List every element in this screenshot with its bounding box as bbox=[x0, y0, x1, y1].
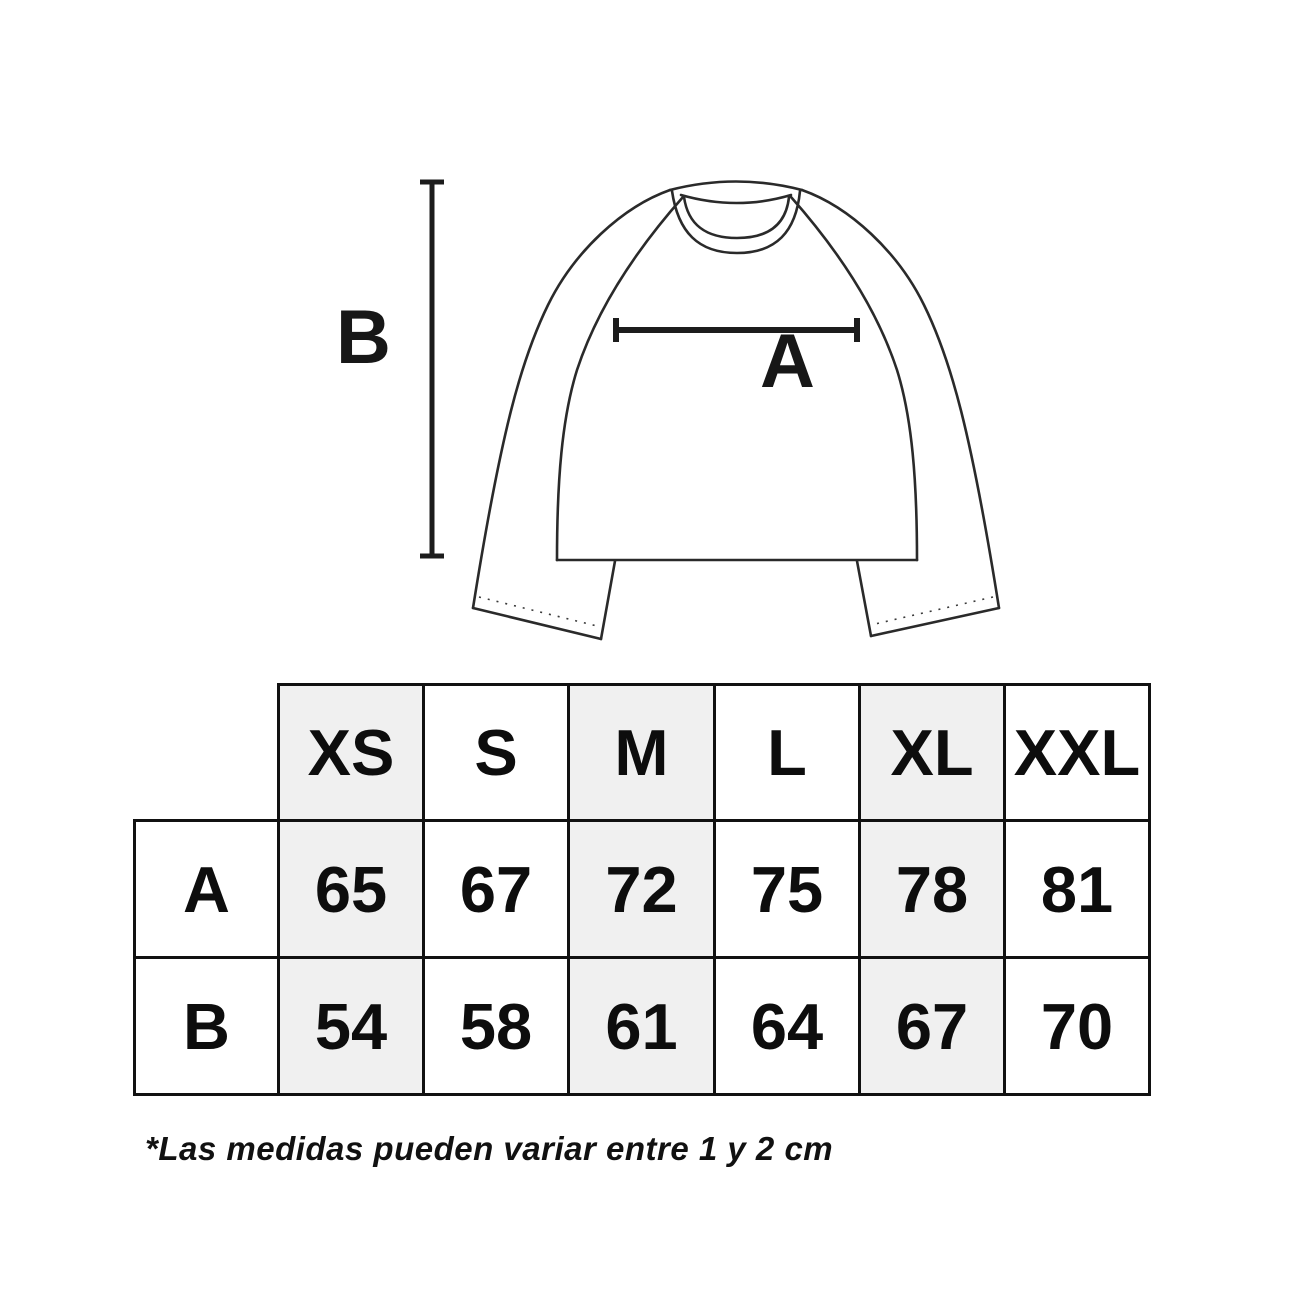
size-col-header-s: S bbox=[424, 685, 569, 821]
right-sleeve-outer-edge bbox=[802, 190, 999, 608]
right-cuff-stitch-line bbox=[875, 597, 993, 624]
size-col-header-xl: XL bbox=[860, 685, 1005, 821]
size-col-header-xxl: XXL bbox=[1005, 685, 1150, 821]
measure-line-a bbox=[616, 318, 857, 342]
value-b-s: 58 bbox=[424, 958, 569, 1095]
size-table bbox=[133, 683, 1151, 1096]
garment-outline bbox=[473, 182, 999, 640]
measurement-disclaimer: *Las medidas pueden variar entre 1 y 2 cm bbox=[145, 1130, 834, 1167]
left-cuff-edge bbox=[473, 608, 601, 639]
size-col-header-l: L bbox=[715, 685, 860, 821]
left-sleeve-inner-edge bbox=[601, 561, 615, 639]
measure-line-b bbox=[420, 182, 444, 556]
value-b-xs: 54 bbox=[279, 958, 424, 1095]
collar-top-edge bbox=[670, 182, 802, 191]
right-cuff-edge bbox=[871, 608, 999, 636]
right-sleeve-inner-edge bbox=[857, 561, 871, 636]
size-col-header-m: M bbox=[569, 685, 715, 821]
size-header-row bbox=[135, 685, 1150, 821]
left-sleeve-outer-edge bbox=[473, 190, 670, 608]
value-a-xs: 65 bbox=[279, 821, 424, 958]
left-raglan-body-edge bbox=[557, 197, 683, 560]
value-a-s: 67 bbox=[424, 821, 569, 958]
size-col-header-xs: XS bbox=[279, 685, 424, 821]
length-measure-label: B bbox=[336, 295, 392, 380]
value-a-xl: 78 bbox=[860, 821, 1005, 958]
value-b-xxl: 70 bbox=[1005, 958, 1150, 1095]
row-label-b: B bbox=[135, 958, 279, 1095]
collar-back-seam bbox=[681, 195, 791, 203]
row-label-a: A bbox=[135, 821, 279, 958]
measure-row-b bbox=[135, 958, 1150, 1095]
left-cuff-stitch-line bbox=[479, 597, 597, 626]
measure-row-a bbox=[135, 821, 1150, 958]
value-a-l: 75 bbox=[715, 821, 860, 958]
corner-cell bbox=[135, 685, 279, 821]
value-b-xl: 67 bbox=[860, 958, 1005, 1095]
value-b-l: 64 bbox=[715, 958, 860, 1095]
width-measure-label: A bbox=[760, 319, 816, 404]
cuff-stitching bbox=[479, 597, 993, 626]
value-a-xxl: 81 bbox=[1005, 821, 1150, 958]
value-b-m: 61 bbox=[569, 958, 715, 1095]
value-a-m: 72 bbox=[569, 821, 715, 958]
